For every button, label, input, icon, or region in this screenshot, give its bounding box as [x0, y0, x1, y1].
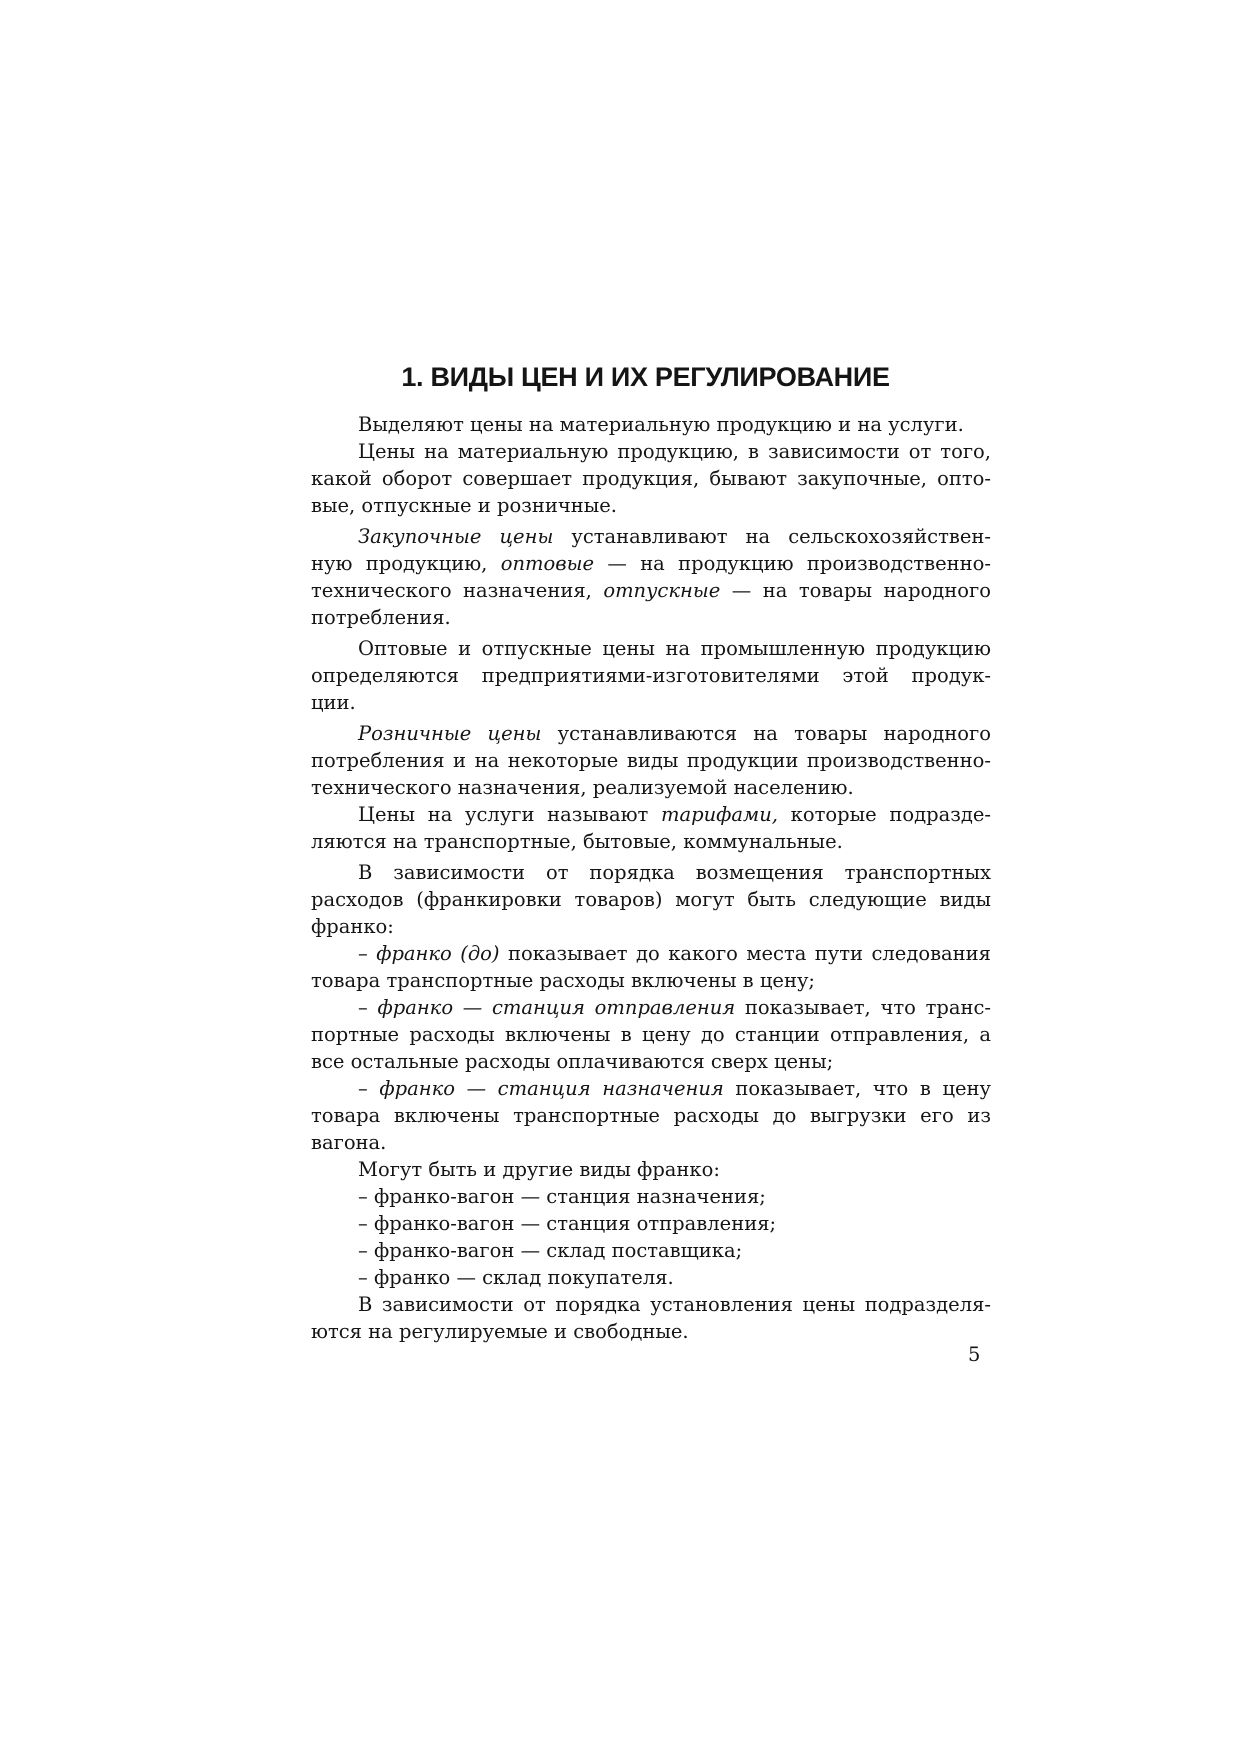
paragraph-line: все остальные расходы оплачиваются сверх цены; — [311, 1050, 834, 1073]
paragraph-line: Цены на материальную продукцию, в зависимости от того, — [358, 440, 991, 463]
italic-term: франко (до) — [376, 942, 500, 965]
italic-term: франко — станция отправления — [377, 996, 736, 1019]
paragraph-line: ляются на транспортные, бытовые, коммунальные. — [311, 830, 843, 853]
paragraph-line: товара транспортные расходы включены в цену; — [311, 969, 815, 992]
list-item: – франко-вагон — склад поставщика; — [358, 1239, 743, 1262]
line-text: ную продукцию, — [311, 552, 501, 575]
paragraph-line: потребления. — [311, 606, 451, 629]
line-text: показывает, что в цену — [723, 1077, 991, 1100]
paragraph-line — [311, 577, 991, 604]
body-text — [311, 411, 991, 1345]
line-text: Цены на услуги называют — [358, 803, 662, 826]
paragraph-line: франко: — [311, 915, 394, 938]
list-item: – франко — склад покупателя. — [358, 1266, 674, 1289]
paragraph-line — [311, 720, 991, 747]
paragraph-line — [311, 1075, 991, 1102]
italic-term: отпускные — [603, 579, 721, 602]
paragraph-line: какой оборот совершает продукция, бывают закупочные, опто- — [311, 467, 991, 490]
paragraph-line — [311, 523, 991, 550]
line-text: — на продукцию производственно- — [594, 552, 991, 575]
paragraph-line: ции. — [311, 691, 356, 714]
italic-term: оптовые — [500, 552, 595, 575]
paragraph-line: определяются предприятиями-изготовителями этой продук- — [311, 664, 991, 687]
paragraph-line: вые, отпускные и розничные. — [311, 494, 617, 517]
list-item: – франко-вагон — станция отправления; — [358, 1212, 777, 1235]
dash-marker: – — [358, 1077, 380, 1100]
dash-marker: – — [358, 942, 377, 965]
line-text: устанавливают на сельскохозяйствен- — [553, 525, 991, 548]
line-text: устанавливаются на товары народного — [541, 722, 991, 745]
line-text: которые подразде- — [778, 803, 991, 826]
page-number: 5 — [968, 1343, 981, 1366]
line-text: показывает, что транс- — [735, 996, 991, 1019]
paragraph-line: технического назначения, реализуемой населению. — [311, 776, 854, 799]
paragraph-line: Оптовые и отпускные цены на промышленную продукцию — [358, 637, 991, 660]
paragraph-line: Выделяют цены на материальную продукцию и на услуги. — [358, 413, 964, 436]
dash-marker: – — [358, 996, 378, 1019]
line-text: — на товары народного — [720, 579, 991, 602]
italic-term: Закупочные цены — [358, 525, 554, 548]
paragraph-line — [311, 940, 991, 967]
paragraph-line: портные расходы включены в цену до станции отправления, а — [311, 1023, 991, 1046]
italic-term: Розничные цены — [358, 722, 542, 745]
section-heading: 1. ВИДЫ ЦЕН И ИХ РЕГУЛИРОВАНИЕ — [401, 362, 890, 392]
paragraph-line: потребления и на некоторые виды продукции производственно- — [311, 749, 991, 772]
paragraph-line: ются на регулируемые и свободные. — [311, 1320, 689, 1343]
paragraph-line: Могут быть и другие виды франко: — [358, 1158, 720, 1181]
paragraph-line: расходов (франкировки товаров) могут быть следующие виды — [311, 888, 991, 911]
line-text: показывает до какого места пути следования — [499, 942, 991, 965]
line-text: технического назначения, — [311, 579, 604, 602]
paragraph-line: В зависимости от порядка возмещения транспортных — [358, 861, 991, 884]
paragraph-line: В зависимости от порядка установления цены подразделя- — [358, 1293, 991, 1316]
italic-term: франко — станция назначения — [379, 1077, 724, 1100]
italic-term: тарифами, — [661, 803, 778, 826]
paragraph-line — [311, 994, 991, 1021]
paragraph-line — [311, 801, 991, 828]
paragraph-line: вагона. — [311, 1131, 387, 1154]
paragraph-line — [311, 550, 991, 577]
paragraph-line: товара включены транспортные расходы до выгрузки его из — [311, 1104, 991, 1127]
list-item: – франко-вагон — станция назначения; — [358, 1185, 766, 1208]
